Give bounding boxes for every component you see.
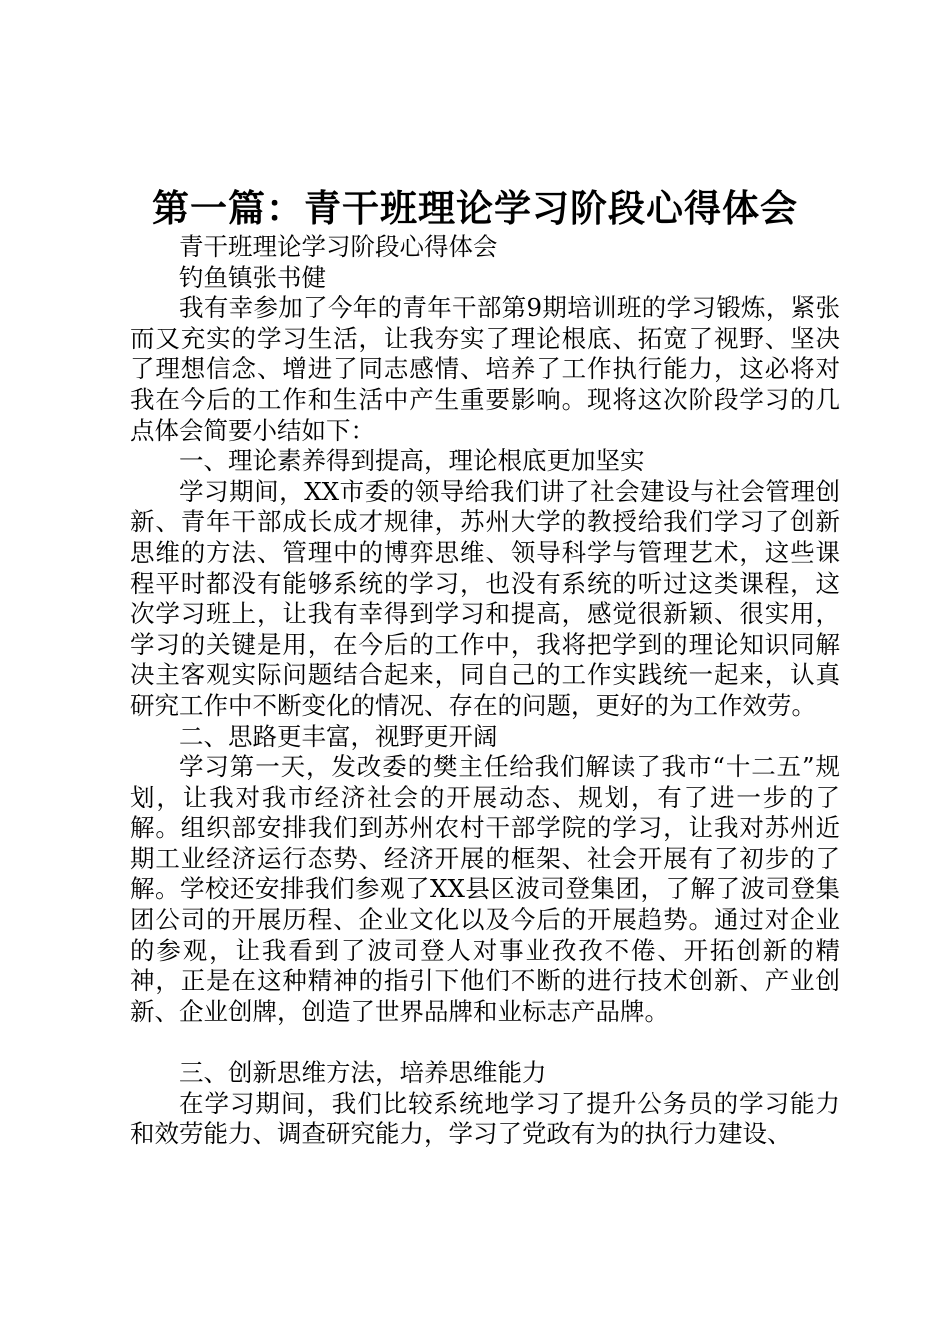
document-body	[130, 232, 840, 1150]
paragraph-intro: 我有幸参加了今年的青年干部第9期培训班的学习锻炼，紧张而又充实的学习生活，让我夯实了理论根底、拓宽了视野、坚决了理想信念、增进了同志感情、培养了工作执行能力，这必将对我在今后的工作和生活中产生重要影响。现将这次阶段学习的几点体会简要小结如下：	[130, 293, 840, 445]
paragraph-section-1: 学习期间，XX市委的领导给我们讲了社会建设与社会管理创新、青年干部成长成才规律，苏州大学的教授给我们学习了创新思维的方法、管理中的博弈思维、领导科学与管理艺术，这些课程平时都没有能够系统的学习，也没有系统的听过这类课程，这次学习班上，让我有幸得到学习和提高，感觉很新颖、很实用，学习的关键是用，在今后的工作中，我将把学到的理论知识同解决主客观实际问题结合起来，同自己的工作实践统一起来，认真研究工作中不断变化的情况、存在的问题，更好的为工作效劳。	[130, 476, 840, 720]
document-author: 钓鱼镇张书健	[179, 262, 326, 292]
paragraph-section-2: 学习第一天，发改委的樊主任给我们解读了我市“十二五”规划，让我对我市经济社会的开展动态、规划，有了进一步的了解。组织部安排我们到苏州农村干部学院的学习，让我对苏州近期工业经济运行态势、经济开展的框架、社会开展有了初步的了解。学校还安排我们参观了XX县区波司登集团，了解了波司登集团公司的开展历程、企业文化以及今后的开展趋势。通过对企业的参观，让我看到了波司登人对事业孜孜不倦、开拓创新的精神，正是在这种精神的指引下他们不断的进行技术创新、产业创新、企业创牌，创造了世界品牌和业标志产品牌。	[130, 752, 840, 1026]
section-heading-1: 一、理论素养得到提高，理论根底更加坚实	[179, 446, 645, 476]
paragraph-gap	[130, 1027, 840, 1058]
section-heading-2: 二、思路更丰富，视野更开阔	[179, 721, 498, 751]
section-heading-3: 三、创新思维方法，培养思维能力	[179, 1058, 547, 1088]
document-subtitle: 青干班理论学习阶段心得体会	[179, 232, 498, 261]
document-title: 第一篇：青干班理论学习阶段心得体会	[152, 187, 798, 230]
paragraph-section-3: 在学习期间，我们比较系统地学习了提升公务员的学习能力和效劳能力、调查研究能力，学习了党政有为的执行力建设、	[130, 1088, 840, 1149]
